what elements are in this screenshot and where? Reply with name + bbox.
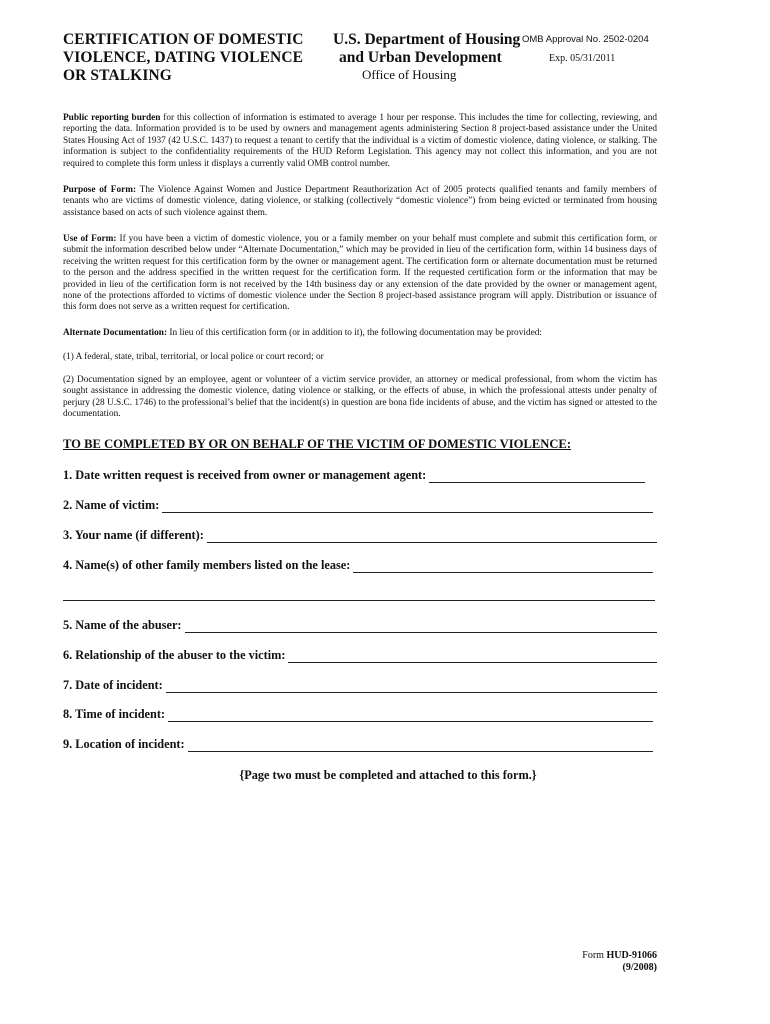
field-label: 2. Name of victim:: [63, 498, 160, 512]
form-number-value: HUD-91066: [606, 950, 657, 961]
field-label: 6. Relationship of the abuser to the victim:: [63, 648, 286, 662]
paragraph-text: for this collection of information is estimated to average 1 hour per response. This includes the time for collecting, reviewing, and reporting the data. Information provided is to be used by owners and management agents administering Section 8 project-based assistance under the United States Housing Act of 1937 (42 U.S.C. 1437) to request a tenant to certify that the individual is a victim of domestic violence, dating violence, or stalking. The information is subject to the confidentiality requirements of the HUD Reform Legislation. This agency may not collect this information, and you are not required to complete this form unless it displays a currently valid OMB control number.: [63, 113, 657, 169]
victim-name-field: [63, 497, 653, 513]
use-of-form-paragraph: [63, 234, 657, 314]
form-title-line: CERTIFICATION OF DOMESTIC: [63, 31, 304, 48]
paragraph-text: If you have been a victim of domestic violence, you or a family member on your behalf must complete and submit this certification form, or submit the information described below under “Alternate Documentation,” which may be provided in lieu of the certification form, within 14 business days of receiving the written request for this certification form by the owner or management agent. The certification form or alternate documentation must be returned to the person and the address specified in the written request for the certification form. If the requested certification form or the information that may be provided in lieu of the certification form is not received by the 14th business day or any extension of the date provided by the owner or management agent, none of the protections afforded to victims of domestic violence under the Section 8 project-based assistance program will apply. Distribution or issuance of this form does not serve as a written request for certification.: [63, 234, 657, 313]
paragraph-lead: Purpose of Form:: [63, 185, 137, 195]
page-two-note-text: {Page two must be completed and attached to this form.}: [239, 768, 537, 782]
field-label: 3. Your name (if different):: [63, 528, 204, 542]
victim-name-input-line[interactable]: [162, 500, 653, 513]
incident-date-field: [63, 677, 657, 693]
form-footer: [582, 950, 657, 974]
abuser-name-input-line[interactable]: [185, 620, 657, 633]
expiration-date: Exp. 05/31/2011: [549, 53, 616, 64]
paragraph-lead: Use of Form:: [63, 234, 117, 244]
form-title-line: VIOLENCE, DATING VIOLENCE: [63, 49, 304, 66]
form-number-prefix: Form: [582, 950, 607, 961]
incident-location-input-line[interactable]: [188, 739, 653, 752]
alternate-option-1: (1) A federal, state, tribal, territorial, or local police or court record; or: [63, 352, 324, 362]
incident-date-input-line[interactable]: [166, 680, 657, 693]
public-burden-paragraph: [63, 113, 657, 170]
incident-time-field: [63, 706, 653, 722]
paragraph-lead: Alternate Documentation:: [63, 328, 168, 338]
paragraph-lead: Public reporting burden: [63, 113, 161, 123]
department-line: U.S. Department of Housing: [333, 31, 521, 48]
incident-location-field: [63, 736, 653, 752]
form-title-line: OR STALKING: [63, 67, 172, 84]
incident-time-input-line[interactable]: [168, 709, 653, 722]
page-two-note: [0, 768, 770, 783]
field-label: 1. Date written request is received from owner or management agent:: [63, 468, 427, 482]
abuser-relationship-field: [63, 647, 657, 663]
paragraph-text: In lieu of this certification form (or in addition to it), the following documentation may be provided:: [167, 328, 542, 338]
victim-section-heading: TO BE COMPLETED BY OR ON BEHALF OF THE VICTIM OF DOMESTIC VIOLENCE:: [63, 437, 572, 451]
field-label: 8. Time of incident:: [63, 707, 166, 721]
your-name-input-line[interactable]: [207, 530, 657, 543]
family-members-field: [63, 557, 653, 573]
omb-approval-number: OMB Approval No. 2502-0204: [522, 34, 649, 45]
form-revision: (9/2008): [622, 962, 657, 973]
department-name: [333, 31, 520, 67]
request-date-input-line[interactable]: [429, 470, 645, 483]
abuser-name-field: [63, 617, 657, 633]
field-label: 9. Location of incident:: [63, 737, 185, 751]
paragraph-text: The Violence Against Women and Justice Department Reauthorization Act of 2005 protects qualified tenants and family members of tenants who are victims of domestic violence, dating violence, or stalking (collectively “domestic violence”) from being evicted or terminated from housing assistance based on acts of such violence against them.: [63, 185, 657, 218]
your-name-field: [63, 527, 657, 543]
form-title: [63, 31, 304, 85]
office-name: Office of Housing: [362, 67, 457, 82]
field-label: 4. Name(s) of other family members listed on the lease:: [63, 558, 351, 572]
field-label: 7. Date of incident:: [63, 678, 163, 692]
field-label: 5. Name of the abuser:: [63, 618, 182, 632]
request-date-field: [63, 467, 645, 483]
family-members-input-line[interactable]: [353, 560, 653, 573]
department-line: and Urban Development: [339, 49, 502, 66]
alternate-option-2: (2) Documentation signed by an employee, agent or volunteer of a victim service provider, an attorney or medical professional, from whom the victim has sought assistance in addressing the domestic violence, dating violence or stalking, or the effects of abuse, in which the professional attests under penalty of perjury (28 U.S.C. 1746) to the professional’s belief that the incident(s) in question are bona fide incidents of abuse, and the victim has signed or attested to the documentation.: [63, 375, 657, 420]
family-members-continuation-line[interactable]: [63, 588, 655, 601]
purpose-paragraph: [63, 185, 657, 219]
abuser-relationship-input-line[interactable]: [288, 650, 657, 663]
alternate-documentation-paragraph: [63, 328, 657, 339]
form-number: [582, 950, 657, 962]
